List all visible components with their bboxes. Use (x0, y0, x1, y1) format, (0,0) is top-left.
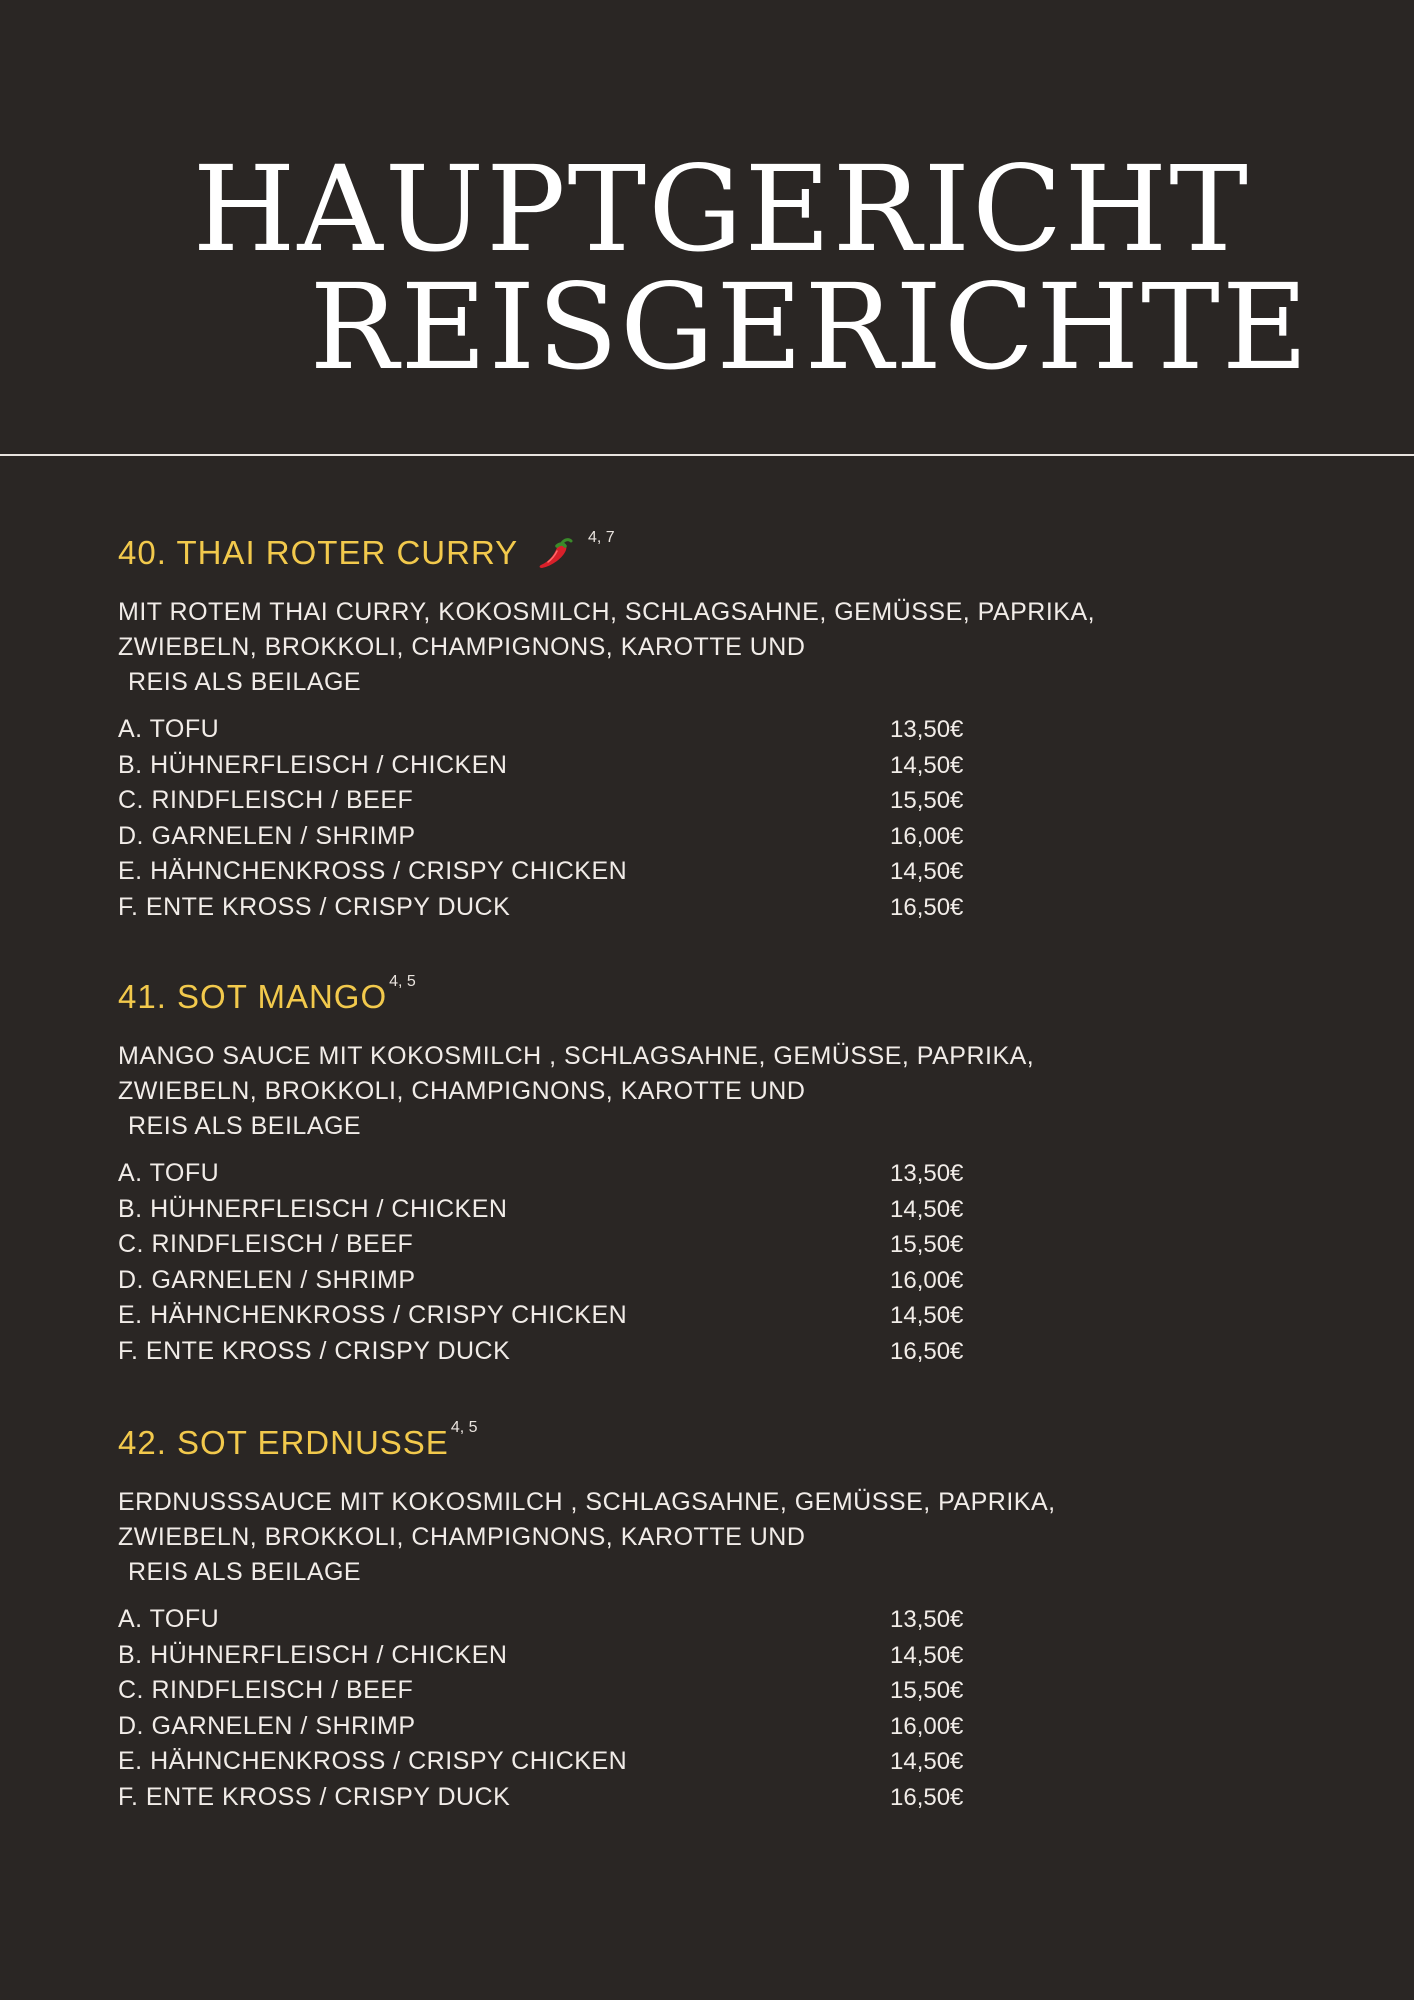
menu-section-42 (118, 1408, 1118, 1816)
menu-item (118, 712, 1118, 748)
chili-pepper-icon (536, 536, 576, 572)
menu-item (118, 854, 1118, 890)
allergen-superscript: 4, 5 (389, 973, 416, 990)
menu-section-41 (118, 962, 1118, 1370)
item-price: 15,50€ (890, 787, 964, 815)
item-label: B. HÜHNERFLEISCH / CHICKEN (118, 750, 508, 779)
menu-item (118, 1298, 1118, 1334)
item-price: 16,00€ (890, 1266, 964, 1294)
menu-item-list (118, 712, 1118, 926)
section-description (118, 1485, 1118, 1590)
item-price: 14,50€ (890, 751, 964, 779)
item-price: 16,00€ (890, 1712, 964, 1740)
item-price: 14,50€ (890, 858, 964, 886)
item-price: 15,50€ (890, 1677, 964, 1705)
title-line-1: HAUPTGERICHT (192, 140, 1250, 278)
menu-item (118, 1709, 1118, 1745)
menu-item (118, 1156, 1118, 1192)
item-label: C. RINDFLEISCH / BEEF (118, 1676, 414, 1705)
item-label: A. TOFU (118, 1605, 220, 1633)
item-label: B. HÜHNERFLEISCH / CHICKEN (118, 1194, 508, 1223)
item-label: D. GARNELEN / SHRIMP (118, 1265, 416, 1294)
description-line: ZWIEBELN, BROKKOLI, CHAMPIGNONS, KAROTTE UND (118, 633, 806, 661)
menu-item (118, 1673, 1118, 1709)
item-label: D. GARNELEN / SHRIMP (118, 1711, 416, 1740)
page-title (192, 140, 1310, 396)
description-line: ZWIEBELN, BROKKOLI, CHAMPIGNONS, KAROTTE UND (118, 1077, 806, 1105)
item-label: B. HÜHNERFLEISCH / CHICKEN (118, 1640, 508, 1669)
menu-item (118, 1744, 1118, 1780)
item-price: 13,50€ (890, 716, 964, 743)
description-line: REIS ALS BEILAGE (128, 668, 362, 696)
item-label: A. TOFU (118, 1159, 220, 1187)
item-price: 16,50€ (890, 1337, 964, 1365)
item-label: D. GARNELEN / SHRIMP (118, 821, 416, 850)
item-label: F. ENTE KROSS / CRISPY DUCK (118, 892, 511, 921)
menu-item (118, 783, 1118, 819)
item-label: E. HÄHNCHENKROSS / CRISPY CHICKEN (118, 1747, 628, 1776)
item-price: 16,50€ (890, 1783, 964, 1811)
allergen-superscript: 4, 5 (450, 1419, 478, 1436)
item-price: 14,50€ (890, 1302, 964, 1330)
description-line: REIS ALS BEILAGE (128, 1558, 362, 1586)
item-price: 16,50€ (890, 893, 964, 921)
item-price: 15,50€ (890, 1231, 964, 1259)
item-label: A. TOFU (118, 715, 220, 743)
section-description (118, 1039, 1118, 1144)
item-label: F. ENTE KROSS / CRISPY DUCK (118, 1782, 511, 1811)
section-title-text: 41. SOT MANGO (118, 978, 388, 1015)
menu-item-list (118, 1602, 1118, 1816)
menu-item (118, 1263, 1118, 1299)
title-line-2: REISGERICHTE (309, 258, 1310, 396)
item-label: E. HÄHNCHENKROSS / CRISPY CHICKEN (118, 1301, 628, 1330)
description-line: ZWIEBELN, BROKKOLI, CHAMPIGNONS, KAROTTE UND (118, 1523, 806, 1551)
section-description (118, 595, 1118, 700)
description-line: MIT ROTEM THAI CURRY, KOKOSMILCH, SCHLAGSAHNE, GEMÜSSE, PAPRIKA, (118, 598, 1096, 626)
description-line: ERDNUSSSAUCE MIT KOKOSMILCH , SCHLAGSAHNE, GEMÜSSE, PAPRIKA, (118, 1488, 1056, 1516)
item-price: 14,50€ (890, 1748, 964, 1776)
item-price: 13,50€ (890, 1160, 964, 1187)
section-title-text: 42. SOT ERDNUSSE (118, 1424, 449, 1461)
description-line: REIS ALS BEILAGE (128, 1112, 362, 1140)
item-label: C. RINDFLEISCH / BEEF (118, 786, 414, 815)
menu-item (118, 1192, 1118, 1228)
item-price: 16,00€ (890, 822, 964, 850)
description-line: MANGO SAUCE MIT KOKOSMILCH , SCHLAGSAHNE, GEMÜSSE, PAPRIKA, (118, 1042, 1035, 1070)
menu-section-40 (118, 518, 1118, 926)
section-title-text: 40. THAI ROTER CURRY (118, 534, 518, 571)
menu-item (118, 1780, 1118, 1816)
header-divider (0, 454, 1414, 456)
item-price: 14,50€ (890, 1641, 964, 1669)
menu-item (118, 890, 1118, 926)
menu-item (118, 1227, 1118, 1263)
item-price: 14,50€ (890, 1195, 964, 1223)
menu-item (118, 748, 1118, 784)
item-label: C. RINDFLEISCH / BEEF (118, 1230, 414, 1259)
item-label: F. ENTE KROSS / CRISPY DUCK (118, 1336, 511, 1365)
allergen-superscript: 4, 7 (587, 529, 615, 546)
menu-item (118, 819, 1118, 855)
menu-item (118, 1602, 1118, 1638)
menu-item (118, 1638, 1118, 1674)
section-title (118, 1408, 1118, 1463)
menu-item (118, 1334, 1118, 1370)
item-price: 13,50€ (890, 1606, 964, 1633)
section-title (118, 962, 1118, 1017)
item-label: E. HÄHNCHENKROSS / CRISPY CHICKEN (118, 857, 628, 886)
menu-item-list (118, 1156, 1118, 1370)
section-title (118, 518, 1118, 573)
